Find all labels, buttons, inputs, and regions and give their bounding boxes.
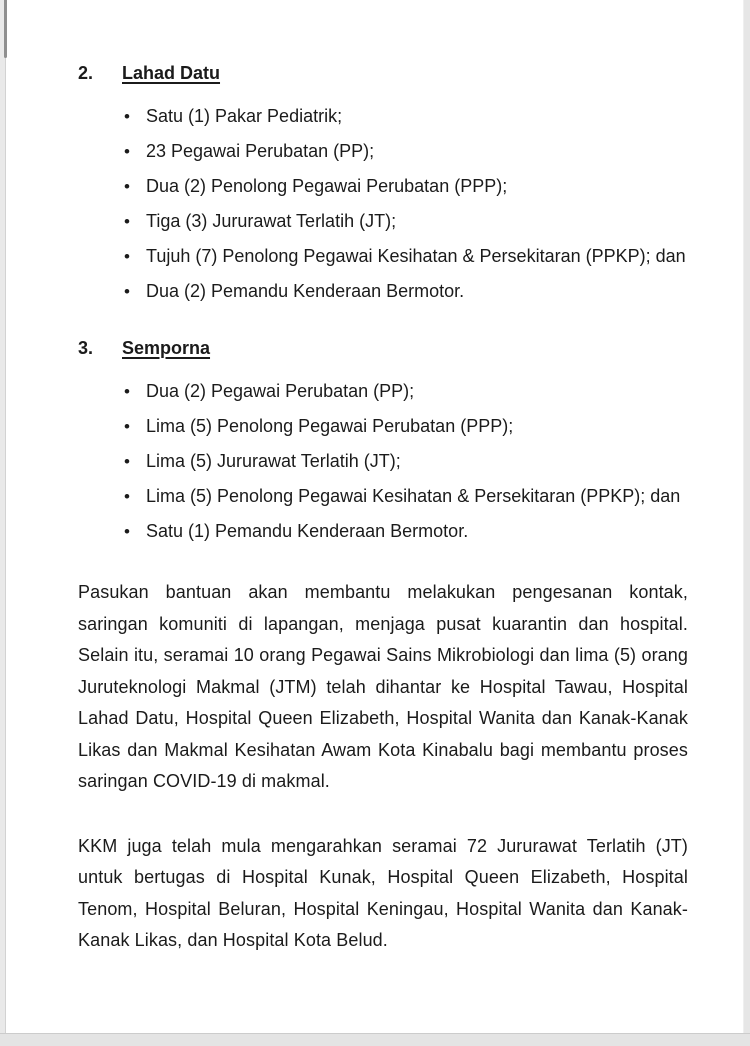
- list-item-text: Tiga (3) Jururawat Terlatih (JT);: [146, 211, 397, 231]
- scan-artifact-line: [4, 0, 7, 58]
- list-item: [124, 444, 688, 479]
- bullet-icon: •: [124, 487, 130, 506]
- section-heading: [78, 62, 688, 84]
- section-semporna: [78, 337, 688, 549]
- bullet-icon: •: [124, 107, 130, 126]
- list-item-text: Lima (5) Jururawat Terlatih (JT);: [146, 451, 401, 471]
- document-page: [78, 62, 688, 957]
- list-item-text: Dua (2) Penolong Pegawai Perubatan (PPP);: [146, 176, 508, 196]
- list-item-text: Dua (2) Pemandu Kenderaan Bermotor.: [146, 281, 465, 301]
- list-item: [124, 134, 688, 169]
- staff-list: [78, 374, 688, 549]
- list-item: [124, 479, 688, 514]
- list-item: [124, 374, 688, 409]
- list-item: [124, 409, 688, 444]
- section-title: Lahad Datu: [122, 63, 221, 83]
- bullet-icon: •: [124, 522, 130, 541]
- list-item-text: Lima (5) Penolong Pegawai Perubatan (PPP);: [146, 416, 514, 436]
- bullet-icon: •: [124, 212, 130, 231]
- list-item-text: Dua (2) Pegawai Perubatan (PP);: [146, 381, 415, 401]
- scan-edge-right: [743, 0, 750, 1046]
- scan-edge-left: [0, 0, 6, 1046]
- list-item-text: 23 Pegawai Perubatan (PP);: [146, 141, 375, 161]
- list-item: [124, 99, 688, 134]
- scan-edge-bottom: [0, 1033, 750, 1046]
- list-item-text: Satu (1) Pemandu Kenderaan Bermotor.: [146, 521, 469, 541]
- list-item-text: Satu (1) Pakar Pediatrik;: [146, 106, 343, 126]
- section-heading: [78, 337, 688, 359]
- list-item-text: Tujuh (7) Penolong Pegawai Kesihatan & Persekitaran (PPKP); dan: [146, 246, 686, 266]
- bullet-icon: •: [124, 247, 130, 266]
- list-item: [124, 239, 688, 274]
- list-item: [124, 514, 688, 549]
- section-number: 2.: [78, 63, 94, 83]
- bullet-icon: •: [124, 177, 130, 196]
- bullet-icon: •: [124, 142, 130, 161]
- section-title: Semporna: [122, 338, 211, 358]
- bullet-icon: •: [124, 282, 130, 301]
- list-item: [124, 274, 688, 309]
- paragraph-nurses-deployment: KKM juga telah mula mengarahkan seramai 72 Jururawat Terlatih (JT) untuk bertugas di Hospital Kunak, Hospital Queen Elizabeth, Hospital Tenom, Hospital Beluran, Hospital Keningau, Hospital Wanita dan Kanak-Kanak Likas, dan Hospital Kota Belud.: [78, 835, 688, 950]
- paragraph-support-team: Pasukan bantuan akan membantu melakukan pengesanan kontak, saringan komuniti di lapangan, menjaga pusat kuarantin dan hospital. Selain itu, seramai 10 orang Pegawai Sains Mikrobiologi dan lima (5) orang Juruteknologi Makmal (JTM) telah dihantar ke Hospital Tawau, Hospital Lahad Datu, Hospital Queen Elizabeth, Hospital Wanita dan Kanak-Kanak Likas dan Makmal Kesihatan Awam Kota Kinabalu bagi membantu proses saringan COVID-19 di makmal.: [78, 582, 688, 791]
- section-lahad-datu: [78, 62, 688, 309]
- bullet-icon: •: [124, 452, 130, 471]
- section-number: 3.: [78, 338, 94, 358]
- bullet-icon: •: [124, 417, 130, 436]
- list-item: [124, 169, 688, 204]
- list-item-text: Lima (5) Penolong Pegawai Kesihatan & Persekitaran (PPKP); dan: [146, 486, 681, 506]
- bullet-icon: •: [124, 382, 130, 401]
- staff-list: [78, 99, 688, 309]
- list-item: [124, 204, 688, 239]
